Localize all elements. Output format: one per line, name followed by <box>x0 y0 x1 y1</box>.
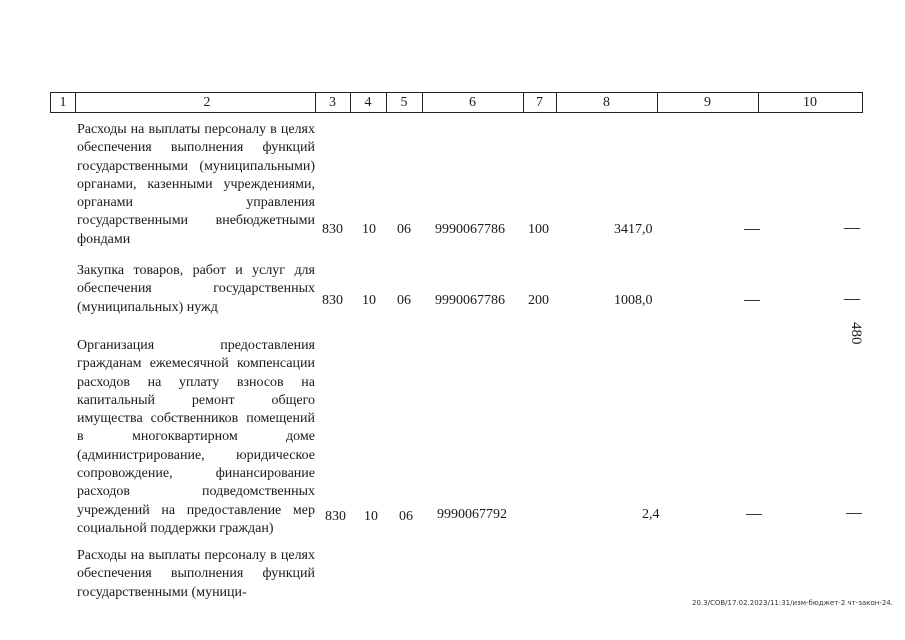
cell-col4: 10 <box>362 293 376 308</box>
page-number: 480 <box>848 322 864 345</box>
cell-col6: 9990067786 <box>435 293 505 308</box>
document-footer: 20.3/СОВ/17.02.2023/11:31/изм-бюджет-2 чт-закон-24. <box>692 599 893 607</box>
cell-col8: 1008,0 <box>614 293 653 308</box>
header-col-3: 3 <box>329 95 336 110</box>
cell-col5: 06 <box>397 222 411 237</box>
header-col-9: 9 <box>704 95 711 110</box>
table-header-row <box>50 92 863 113</box>
header-col-1: 1 <box>59 95 67 110</box>
cell-col7: 100 <box>528 222 549 237</box>
cell-col6: 9990067786 <box>435 222 505 237</box>
header-col-5: 5 <box>400 95 408 110</box>
cell-col9-dash <box>744 300 760 301</box>
header-col-8: 8 <box>603 95 610 110</box>
cell-col4: 10 <box>362 222 376 237</box>
row-description: Организация предоставления гражданам ежемесячной компенсации расходов на уплату взносов на капитальный ремонт общего имущества собственников помещений в многоквартирном доме (администрирование, юридическое сопровождение, финансирование расходов подведомственных учреждений на предоставление мер социальной поддержки граждан) <box>77 338 315 536</box>
cell-col9-dash <box>744 229 760 230</box>
cell-col10-dash <box>846 513 862 514</box>
cell-col4: 10 <box>364 509 378 524</box>
row-description: Закупка товаров, работ и услуг для обеспечения государственных (муниципальных) нужд <box>77 263 315 315</box>
header-col-10: 10 <box>803 95 817 110</box>
row-description: Расходы на выплаты персоналу в целях обеспечения выполнения функций государственными (муниципальными) органами, казенными учреждениями, органами управления государственными внебюджетными фондами <box>77 122 315 247</box>
header-col-4: 4 <box>364 95 372 110</box>
header-col-6: 6 <box>469 95 476 110</box>
cell-col10-dash <box>844 228 860 229</box>
header-col-7: 7 <box>536 95 543 110</box>
cell-col3: 830 <box>325 509 346 524</box>
cell-col8: 3417,0 <box>614 222 653 237</box>
cell-col5: 06 <box>397 293 411 308</box>
cell-col3: 830 <box>322 293 343 308</box>
cell-col9-dash <box>746 514 762 515</box>
cell-col6: 9990067792 <box>437 507 507 522</box>
cell-col10-dash <box>844 299 860 300</box>
cell-col8: 2,4 <box>642 507 660 522</box>
cell-col3: 830 <box>322 222 343 237</box>
cell-col7: 200 <box>528 293 549 308</box>
cell-col5: 06 <box>399 509 413 524</box>
header-col-2: 2 <box>203 95 211 110</box>
row-description: Расходы на выплаты персоналу в целях обеспечения выполнения функций государственными (муници- <box>77 548 315 600</box>
